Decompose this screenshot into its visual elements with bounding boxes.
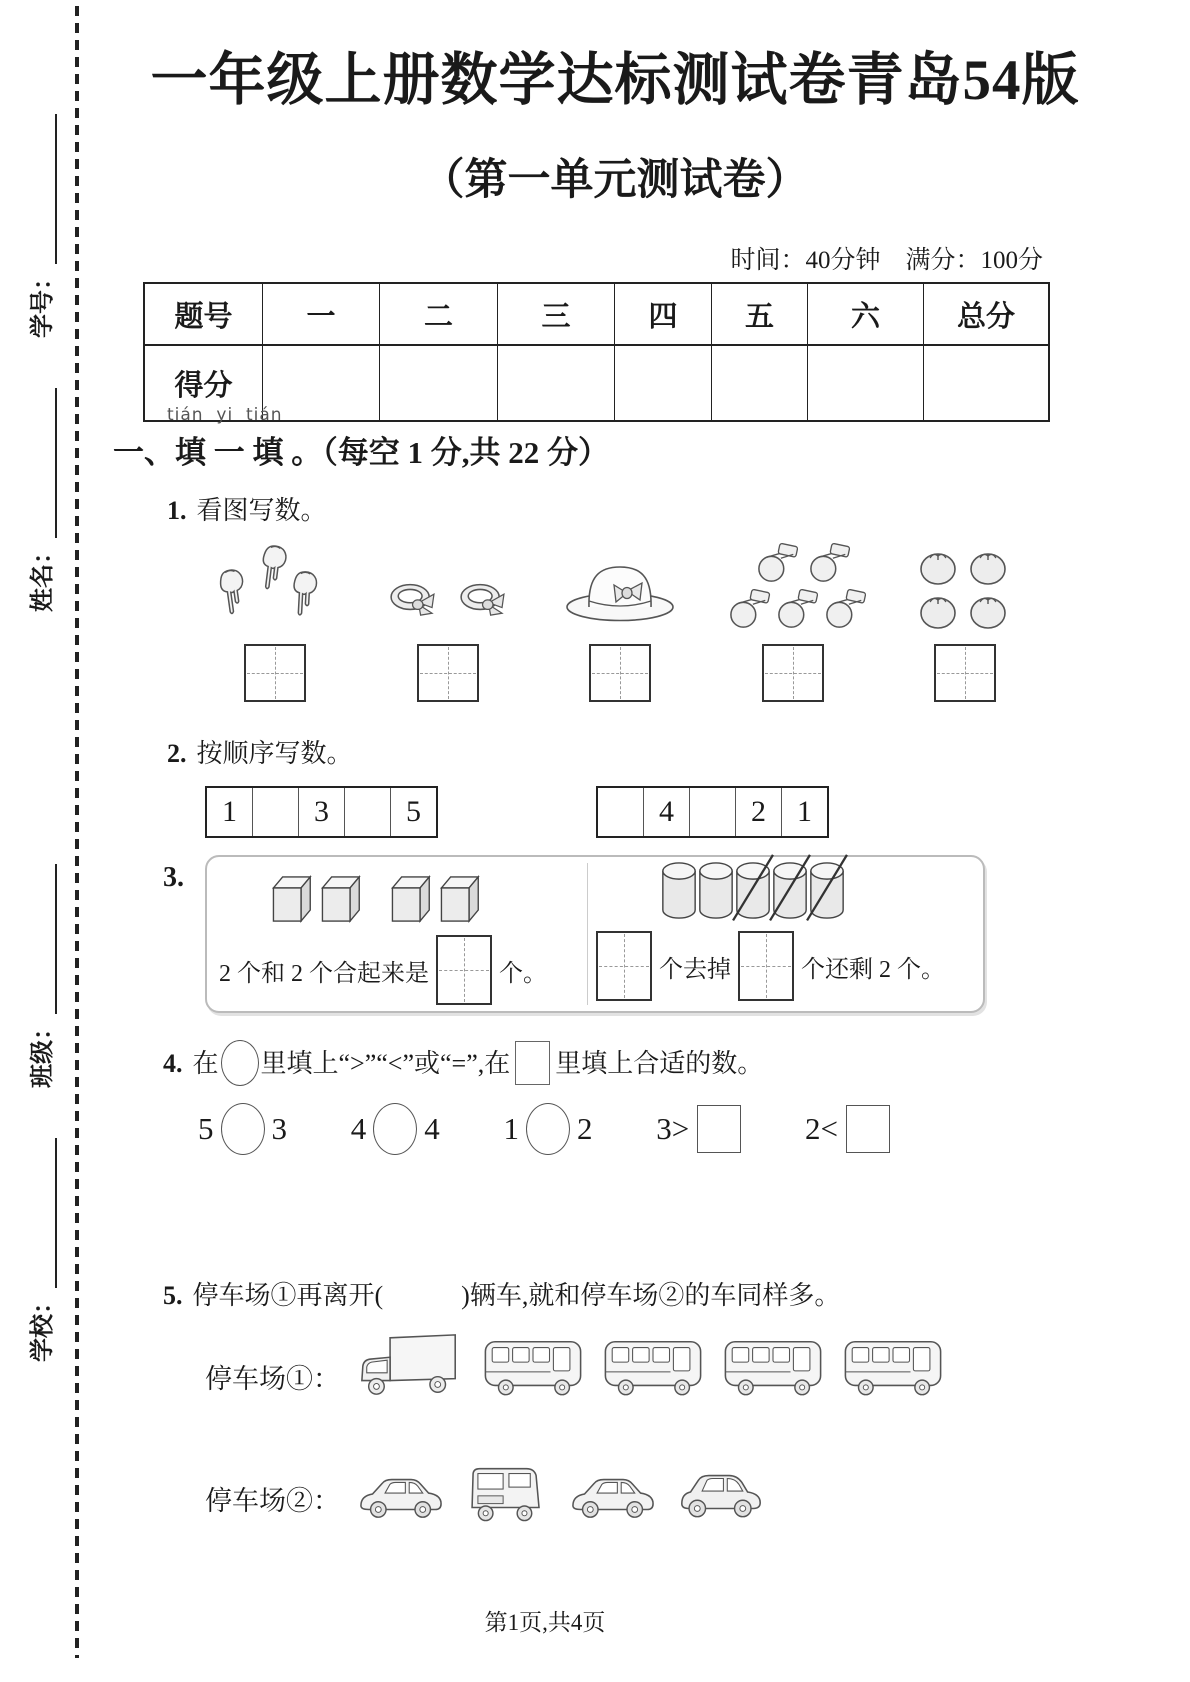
- question-4-text-c: 里填上合适的数。: [555, 1048, 764, 1078]
- score-cell: [615, 346, 712, 420]
- sequence-cell: 2: [736, 788, 782, 836]
- answer-grid: [762, 644, 824, 702]
- margin-fill-line: [31, 864, 57, 1014]
- car-icon: [354, 1467, 448, 1528]
- ice-cream-cluster: [195, 542, 355, 634]
- picture-group-ring: [363, 542, 533, 702]
- picture-group-ice-cream: [190, 542, 360, 702]
- question-2-heading: [167, 733, 353, 770]
- tomato-cluster: [885, 542, 1045, 634]
- margin-field-2: [22, 388, 57, 612]
- comparison-left-value: 4: [350, 1111, 367, 1146]
- score-table-header-cell: 题号: [145, 284, 263, 344]
- margin-field-label: 班级：: [30, 1016, 56, 1088]
- blank-box: [515, 1041, 550, 1085]
- question-5-heading: [163, 1275, 840, 1312]
- page-title: 一年级上册数学达标测试卷青岛54版: [150, 49, 1080, 112]
- question-1-heading: [167, 490, 327, 527]
- comparison-left-value: 2<: [804, 1111, 838, 1146]
- answer-grid: [417, 644, 479, 702]
- score-cell: [498, 346, 615, 420]
- ice-cream-icon: [213, 566, 256, 637]
- answer-grid: [596, 931, 652, 1001]
- page-subtitle: （第一单元测试卷）: [421, 157, 809, 204]
- bus-icon: [480, 1333, 586, 1406]
- sequence-strip-2: [596, 786, 829, 838]
- cylinder-crossed-icon: [771, 860, 809, 927]
- question-2-number: 2.: [167, 739, 187, 768]
- comparison-left-value: 3>: [656, 1111, 690, 1146]
- question-1-number: 1.: [167, 496, 187, 525]
- cube-group: [219, 867, 587, 931]
- sequence-cell: 1: [797, 795, 812, 828]
- score-cell: [380, 346, 498, 420]
- car-icon: [566, 1467, 660, 1528]
- ice-cream-icon: [285, 569, 322, 638]
- truck-icon: [354, 1331, 466, 1406]
- margin-fill-line: [31, 114, 57, 264]
- parking-lot-1-label: 停车场①：: [205, 1364, 340, 1394]
- question-3-heading: [163, 862, 194, 894]
- cylinder-icon: [697, 860, 735, 927]
- question-3-left-part: [207, 857, 587, 1011]
- hat-cluster: [540, 542, 700, 634]
- margin-fill-line: [31, 388, 57, 538]
- sequence-cell: [345, 788, 391, 836]
- suv-icon: [674, 1463, 768, 1528]
- sequence-cell: 5: [406, 795, 421, 828]
- comparison-item: [656, 1105, 741, 1153]
- cube-icon: [435, 872, 481, 931]
- picture-group-whistle: [708, 542, 878, 702]
- answer-grid: [244, 644, 306, 702]
- cube-icon: [267, 872, 313, 931]
- comparison-right-value: 2: [577, 1111, 593, 1146]
- bus-icon: [600, 1333, 706, 1406]
- section-one-heading: 一、填 一 填 。（每空 1 分,共 22 分）: [113, 435, 609, 470]
- bus-icon: [840, 1333, 946, 1406]
- sequence-cell: [690, 788, 736, 836]
- van-icon: [462, 1459, 552, 1528]
- ring-cluster: [368, 542, 528, 634]
- cylinder-crossed-icon: [734, 860, 772, 927]
- comparison-item: [805, 1105, 890, 1153]
- blank-box: [846, 1105, 890, 1153]
- sequence-cell: [253, 788, 299, 836]
- comparison-right-value: 4: [424, 1111, 440, 1146]
- score-table-header-cell: 总分: [956, 300, 1015, 333]
- whistle-icon: [823, 588, 869, 635]
- question-4-number: 4.: [163, 1048, 183, 1078]
- parking-lot-1-row: [205, 1328, 946, 1406]
- parking-lot-2-label: 停车场②：: [205, 1486, 340, 1516]
- blank-circle: [373, 1103, 417, 1155]
- exam-meta: 时间：40分钟 满分：100分: [730, 247, 1043, 274]
- comparison-item: [504, 1103, 593, 1155]
- answer-grid: [589, 644, 651, 702]
- margin-field-1: [22, 114, 57, 338]
- blank-circle: [526, 1103, 570, 1155]
- margin-field-label: 学校：: [30, 1290, 56, 1362]
- score-row-label: 得分: [145, 346, 263, 420]
- sequence-cell: 3: [299, 788, 345, 836]
- question-2-text: 按顺序写数。: [196, 739, 353, 768]
- sequence-cell: [598, 788, 644, 836]
- cylinder-icon: [660, 860, 698, 927]
- cylinder-crossed-icon: [808, 860, 846, 927]
- score-table-header-cell: 五: [712, 284, 808, 344]
- bus-icon: [720, 1333, 826, 1406]
- cube-icon: [316, 872, 362, 931]
- margin-fill-line: [31, 1138, 57, 1288]
- score-table-header-row: [145, 284, 1048, 346]
- tomato-icon: [917, 592, 959, 635]
- score-table-header-cell: 四: [615, 284, 712, 344]
- score-cell: [712, 346, 808, 420]
- answer-grid: [738, 931, 794, 1001]
- score-table: [143, 282, 1050, 422]
- sequence-cell: 1: [207, 788, 253, 836]
- tomato-icon: [967, 548, 1009, 591]
- blank-box: [697, 1105, 741, 1153]
- comparison-right-value: 3: [271, 1111, 287, 1146]
- question-3-panel: [205, 855, 985, 1013]
- parking-lot-2-vehicles: [354, 1459, 768, 1528]
- question-4-heading: [163, 1040, 763, 1092]
- question-5-number: 5.: [163, 1281, 183, 1310]
- margin-field-label: 学号：: [30, 266, 56, 338]
- question-3-right-part: [588, 857, 983, 1011]
- question-5-text: 停车场①再离开( )辆车,就和停车场②的车同样多。: [192, 1281, 841, 1310]
- whistle-icon: [755, 542, 801, 589]
- tomato-icon: [917, 548, 959, 591]
- comparison-left-value: 1: [503, 1111, 519, 1146]
- page-footer: 第1页,共4页: [484, 1610, 606, 1635]
- answer-grid: [934, 644, 996, 702]
- comparison-left-value: 5: [198, 1111, 214, 1146]
- question-4-text-a: 在: [192, 1048, 219, 1078]
- tomato-icon: [967, 592, 1009, 635]
- binding-dashed-line: [75, 6, 79, 1658]
- whistle-icon: [807, 542, 853, 589]
- score-table-header-cell: 二: [380, 284, 498, 344]
- margin-field-3: [22, 864, 57, 1088]
- margin-field-label: 姓名：: [30, 540, 56, 612]
- q3-left-text-before: 2 个和 2 个合起来是: [219, 960, 429, 987]
- blank-circle: [221, 1040, 259, 1086]
- pinyin-annotation: tián yi tián: [167, 405, 283, 425]
- score-cell: [924, 346, 1048, 420]
- question-3-number: 3.: [163, 862, 184, 893]
- blank-circle: [221, 1103, 265, 1155]
- question-4-comparison-row: [198, 1103, 890, 1155]
- q3-right-text-mid: 个去掉: [659, 956, 731, 983]
- q3-left-text-after: 个。: [499, 960, 547, 987]
- picture-group-hat: [535, 542, 705, 702]
- hat-icon: [564, 562, 676, 629]
- score-table-header-cell: 六: [808, 284, 924, 344]
- score-cell: [808, 346, 924, 420]
- question-3-right-text: [596, 931, 977, 1001]
- whistle-icon: [727, 588, 773, 635]
- whistle-icon: [775, 588, 821, 635]
- question-1-text: 看图写数。: [196, 496, 327, 525]
- sequence-cell: 4: [644, 788, 690, 836]
- comparison-item: [351, 1103, 440, 1155]
- comparison-item: [198, 1103, 287, 1155]
- question-1-picture-groups: [190, 542, 1050, 702]
- question-3-left-text: [219, 935, 587, 1005]
- ring-icon: [454, 578, 512, 623]
- cube-icon: [386, 872, 432, 931]
- whistle-cluster: [713, 542, 873, 634]
- cylinder-group: [596, 863, 977, 927]
- score-table-header-cell: 一: [263, 284, 380, 344]
- ring-icon: [384, 578, 442, 623]
- answer-grid: [436, 935, 492, 1005]
- parking-lot-1-vehicles: [354, 1331, 946, 1406]
- score-table-header-cell: 三: [498, 284, 615, 344]
- parking-lot-2-row: [205, 1446, 768, 1528]
- q3-right-text-after: 个还剩 2 个。: [801, 956, 945, 983]
- sequence-strip-1: [205, 786, 438, 838]
- margin-field-4: [22, 1138, 57, 1362]
- question-4-text-b: 里填上“>”“<”或“=”,在: [260, 1048, 511, 1078]
- picture-group-tomato: [880, 542, 1050, 702]
